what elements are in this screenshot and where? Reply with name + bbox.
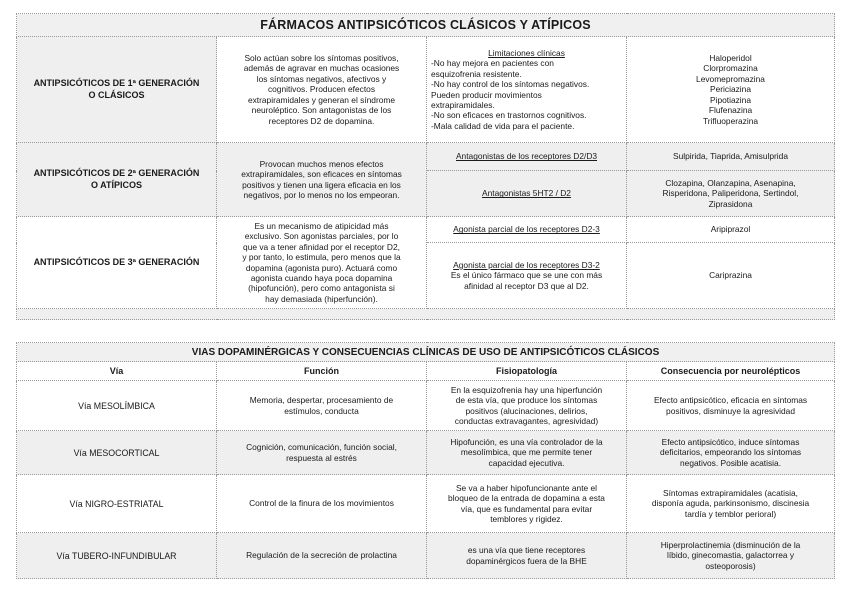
gen1-label: ANTIPSICÓTICOS DE 1ª GENERACIÓN O CLÁSICOS (17, 37, 217, 143)
limitations-title: Limitaciones clínicas (488, 47, 565, 58)
via-funcion: Cognición, comunicación, función social, respuesta al estrés (217, 431, 427, 475)
header-consecuencia: Consecuencia por neurolépticos (627, 362, 835, 381)
via-name: Vía NIGRO-ESTRIATAL (17, 475, 217, 533)
gen3-receptor1: Agonista parcial de los receptores D2-3 (427, 217, 627, 243)
gen3-label: ANTIPSICÓTICOS DE 3ª GENERACIÓN (17, 217, 217, 309)
header-fisiopatologia: Fisiopatología (427, 362, 627, 381)
via-funcion: Control de la finura de los movimientos (217, 475, 427, 533)
table-row (17, 533, 835, 579)
antipsychotics-table (16, 13, 835, 320)
via-consecuencia: Síntomas extrapiramidales (acatisia, disponía aguda, parkinsonismo, discinesia tardía y temblor perioral) (627, 475, 835, 533)
gen1-limitations: Limitaciones clínicas -No hay mejora en pacientes con esquizofrenia resistente. -No hay control de los síntomas negativos. Pueden producir movimientos extrapiramidales. -No son eficaces en trastornos cognitivos. -Mala calidad de vida para el paciente. (427, 37, 627, 143)
gen2-drugs2: Clozapina, Olanzapina, Asenapina, Risperidona, Paliperidona, Sertindol, Ziprasidona (627, 171, 835, 217)
table1-title: FÁRMACOS ANTIPSICÓTICOS CLÁSICOS Y ATÍPICOS (17, 14, 835, 37)
table2-title: VIAS DOPAMINÉRGICAS Y CONSECUENCIAS CLÍNICAS DE USO DE ANTIPSICÓTICOS CLÁSICOS (17, 343, 835, 362)
via-consecuencia: Efecto antipsicótico, eficacia en síntomas positivos, disminuye la agresividad (627, 381, 835, 431)
table-row (17, 431, 835, 475)
gen3-drugs1: Aripiprazol (627, 217, 835, 243)
via-consecuencia: Efecto antipsicótico, induce síntomas deficitarios, empeorando los síntomas negativos. Posible acatisia. (627, 431, 835, 475)
via-consecuencia: Hiperprolactinemia (disminución de la líbido, ginecomastia, galactorrea y osteoporosis) (627, 533, 835, 579)
via-fisiopatologia: Se va a haber hipofuncionante ante el bloqueo de la entrada de dopamina a esta vía, que es fundamental para evitar temblores y rigidez. (427, 475, 627, 533)
table-row (17, 381, 835, 431)
gen1-description: Solo actúan sobre los síntomas positivos, además de agravar en muchas ocasiones los síntomas negativos, afectivos y cognitivos. Producen efectos extrapiramidales y generan el síndrome neuroléptico. Son antagonistas de los receptores D2 de dopamina. (217, 37, 427, 143)
gen3-description: Es un mecanismo de atipicidad más exclusivo. Son agonistas parciales, por lo que va a tener afinidad por el receptor D2, y por tanto, lo estimula, pero menos que la dopamina (agonista puro). Actuará como agonista cuando haya poca dopamina (hipofunción), pero como antagonista si hay demasiada (hiperfunción). (217, 217, 427, 309)
via-funcion: Memoria, despertar, procesamiento de estímulos, conducta (217, 381, 427, 431)
header-via: Vía (17, 362, 217, 381)
gen2-drugs1: Sulpirida, Tiaprida, Amisulprida (627, 143, 835, 171)
gen2-receptor2: Antagonistas 5HT2 / D2 (427, 171, 627, 217)
table-row (17, 475, 835, 533)
gen1-drugs: Haloperidol Clorpromazina Levomepromazina Periciazina Pipotiazina Flufenazina Trifluoperazina (627, 37, 835, 143)
dopaminergic-pathways-table (16, 342, 835, 579)
gen2-receptor1: Antagonistas de los receptores D2/D3 (427, 143, 627, 171)
gen2-description: Provocan muchos menos efectos extrapiramidales, son eficaces en síntomas positivos y tienen una ligera eficacia en los negativos, por lo menos no los empeoran. (217, 143, 427, 217)
via-fisiopatologia: En la esquizofrenia hay una hiperfunción de esta vía, que produce los síntomas positivos (alucinaciones, delirios, conductas extravagantes, agresividad) (427, 381, 627, 431)
via-fisiopatologia: es una vía que tiene receptores dopaminérgicos fuera de la BHE (427, 533, 627, 579)
via-name: Vía TUBERO-INFUNDIBULAR (17, 533, 217, 579)
via-fisiopatologia: Hipofunción, es una vía controlador de la mesolímbica, que me permite tener capacidad ejecutiva. (427, 431, 627, 475)
gen2-label: ANTIPSICÓTICOS DE 2ª GENERACIÓN O ATÍPICOS (17, 143, 217, 217)
header-funcion: Función (217, 362, 427, 381)
via-funcion: Regulación de la secreción de prolactina (217, 533, 427, 579)
via-name: Vía MESOLÍMBICA (17, 381, 217, 431)
table1-separator (17, 309, 835, 320)
via-name: Vía MESOCORTICAL (17, 431, 217, 475)
gen3-receptor2: Agonista parcial de los receptores D3-2 Es el único fármaco que se une con más afinidad al receptor D3 que al D2. (427, 243, 627, 309)
gen3-drugs2: Cariprazina (627, 243, 835, 309)
